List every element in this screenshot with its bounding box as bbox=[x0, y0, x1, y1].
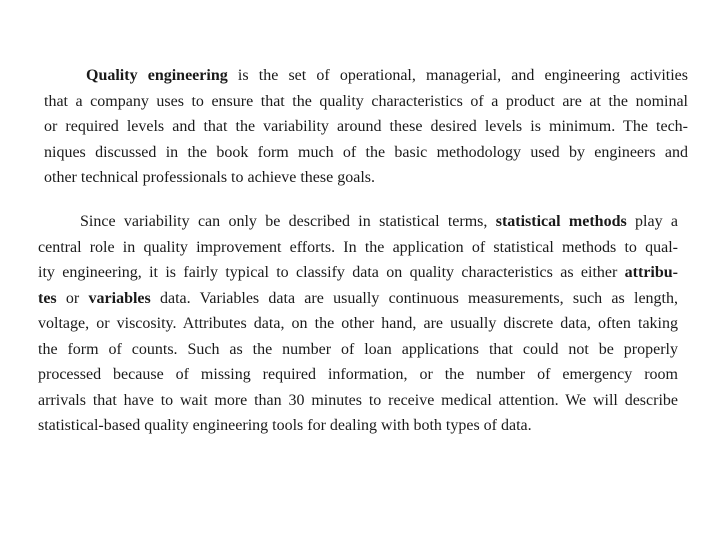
text-line: voltage, or viscosity. Attributes data, on the other hand, are usually discrete data, often taking bbox=[38, 315, 678, 332]
text-run: data. Variables data are usually continuous measurements, such as length, bbox=[150, 289, 679, 307]
text-run: is the set of operational, managerial, and engineering activities bbox=[227, 67, 688, 84]
text-line: processed because of missing required information, or the number of emergency room bbox=[38, 366, 678, 383]
paragraph-statistical-methods bbox=[38, 209, 678, 439]
text-line: that a company uses to ensure that the quality characteristics of a product are at the nominal bbox=[44, 92, 688, 110]
bold-term: variables bbox=[88, 289, 151, 307]
text-line: niques discussed in the book form much of the basic methodology used by engineers and bbox=[44, 143, 688, 161]
text-line: other technical professionals to achieve these goals. bbox=[44, 169, 375, 186]
text-line: the form of counts. Such as the number of loan applications that could not be properly bbox=[38, 340, 678, 358]
text-run: or bbox=[56, 289, 89, 307]
bold-term: Quality engineering bbox=[86, 67, 228, 84]
text-run: Since variability can only be described in statistical terms, bbox=[80, 213, 496, 230]
paragraph-quality-engineering bbox=[44, 63, 688, 191]
text-line bbox=[38, 209, 678, 235]
text-line: central role in quality improvement efforts. In the application of statistical methods to qual- bbox=[38, 238, 678, 256]
text-run: play a bbox=[626, 213, 679, 230]
bold-term: statistical methods bbox=[495, 213, 627, 230]
text-line bbox=[38, 260, 678, 286]
text-line bbox=[38, 286, 678, 312]
bold-term: tes bbox=[38, 289, 57, 307]
bold-term: attribu- bbox=[624, 264, 678, 281]
text-line bbox=[44, 63, 688, 89]
text-line: arrivals that have to wait more than 30 minutes to receive medical attention. We will describe bbox=[38, 391, 678, 409]
text-run: ity engineering, it is fairly typical to classify data on quality characteristics as either bbox=[38, 264, 625, 281]
text-line: or required levels and that the variability around these desired levels is minimum. The tech- bbox=[44, 118, 688, 135]
text-line: statistical-based quality engineering tools for dealing with both types of data. bbox=[38, 417, 532, 434]
